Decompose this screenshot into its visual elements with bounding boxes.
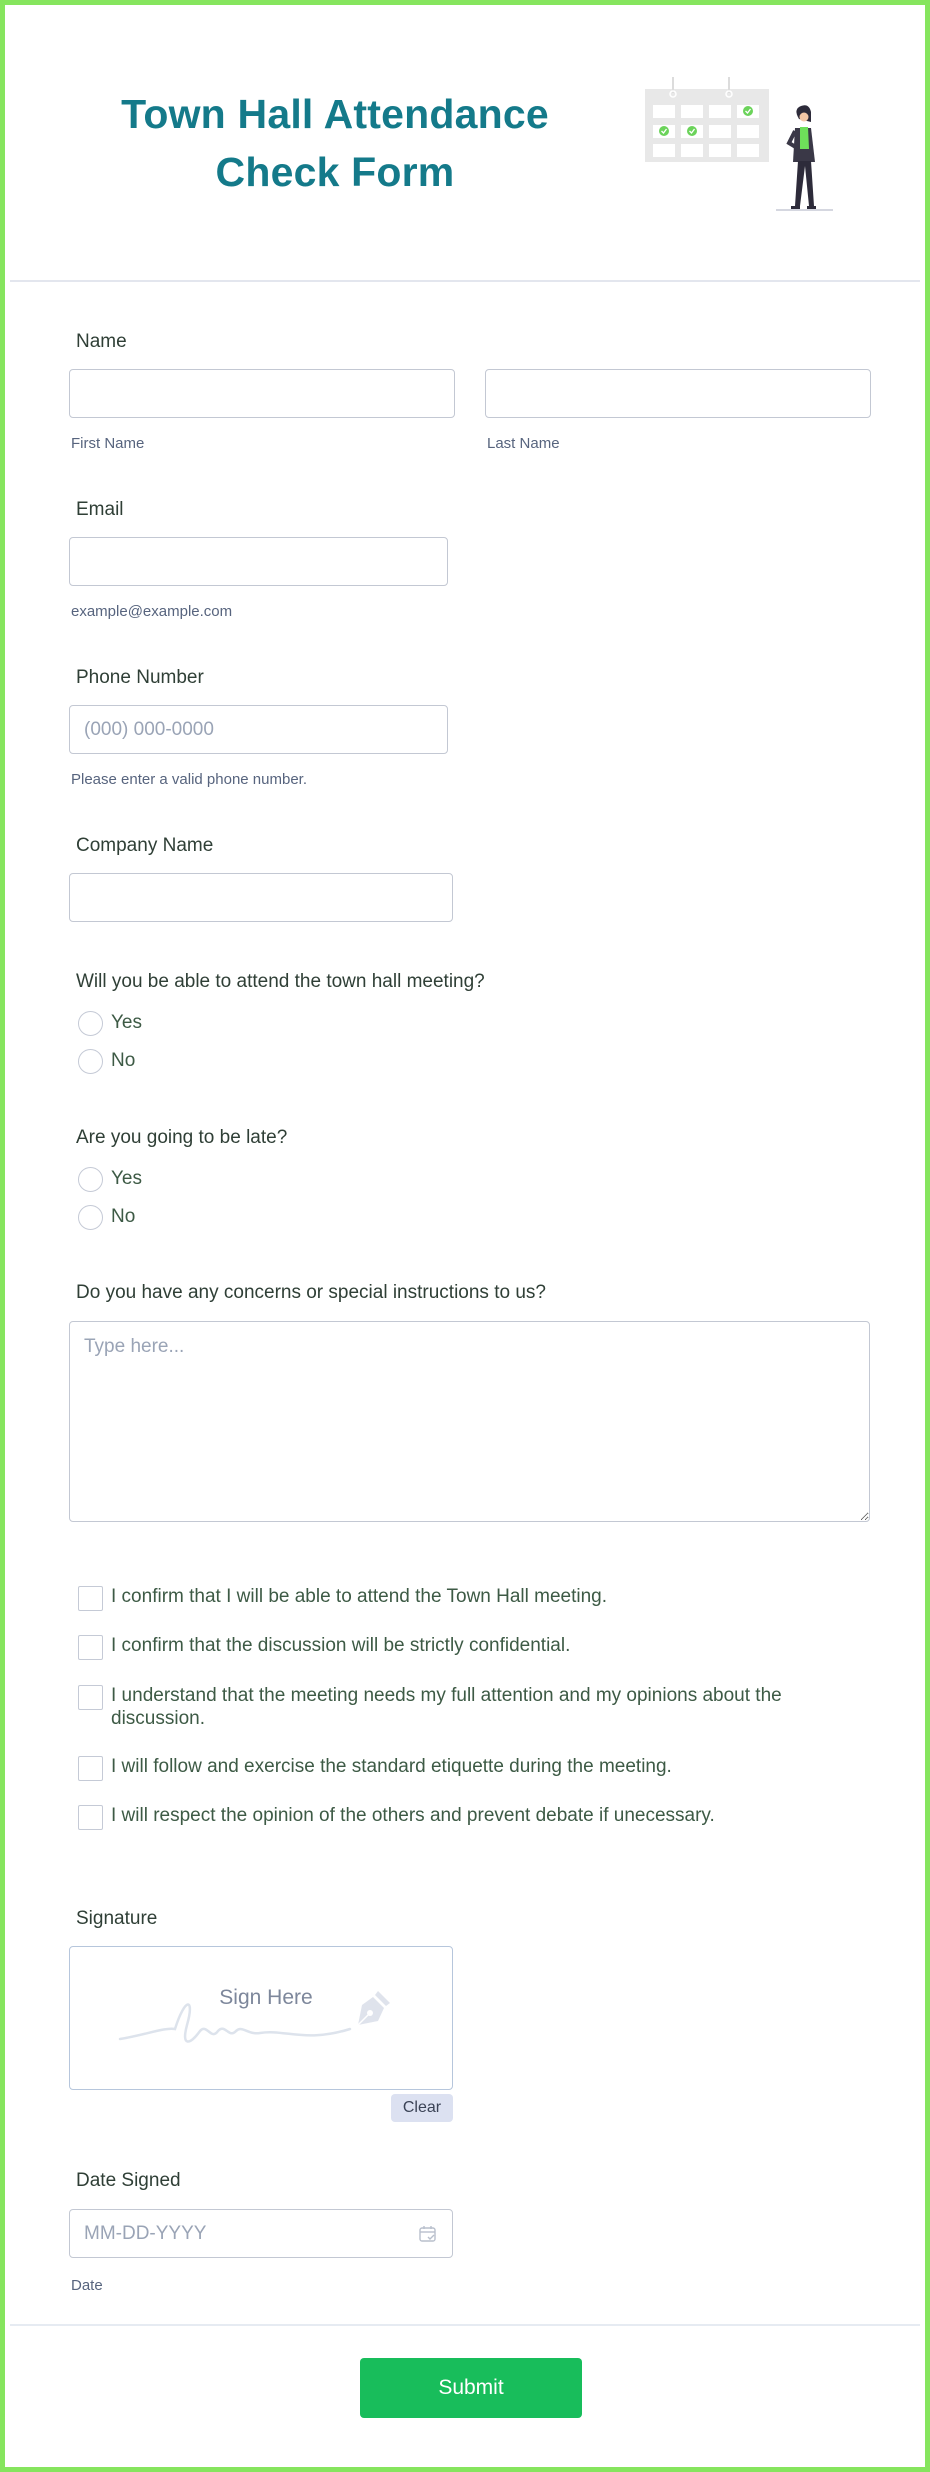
last-name-sublabel: Last Name [487,435,560,452]
radio-button[interactable] [78,1205,103,1230]
late-question-label: Are you going to be late? [76,1127,288,1148]
checkbox-label: I confirm that the discussion will be strictly confidential. [111,1635,571,1656]
signature-label: Signature [76,1908,158,1929]
radio-button[interactable] [78,1011,103,1036]
signature-pad[interactable] [69,1946,453,2090]
checkbox[interactable] [78,1685,103,1710]
name-label: Name [76,331,127,352]
confirmation-item[interactable] [78,1634,851,1660]
checkbox[interactable] [78,1586,103,1611]
confirmation-item[interactable] [78,1684,851,1730]
confirmation-item[interactable] [78,1585,851,1611]
late-option-no[interactable] [78,1204,135,1230]
email-input[interactable] [69,537,448,586]
first-name-input[interactable] [69,369,455,418]
checkbox-label: I confirm that I will be able to attend the Town Hall meeting. [111,1586,608,1607]
late-option-yes[interactable] [78,1166,142,1192]
calendar-person-illustration [641,73,841,223]
concerns-textarea[interactable] [69,1321,870,1522]
first-name-sublabel: First Name [71,435,145,452]
clear-signature-button[interactable]: Clear [391,2094,453,2122]
radio-label: No [111,1050,136,1071]
last-name-input[interactable] [485,369,871,418]
radio-label: Yes [111,1012,142,1033]
company-label: Company Name [76,835,214,856]
checkbox[interactable] [78,1805,103,1830]
checkbox-label: I will respect the opinion of the others and prevent debate if unecessary. [111,1805,715,1826]
checkbox-label: I understand that the meeting needs my full attention and my opinions about the discussion. [111,1685,782,1729]
radio-label: No [111,1206,136,1227]
phone-sublabel: Please enter a valid phone number. [71,771,307,788]
confirmation-item[interactable] [78,1755,851,1781]
radio-label: Yes [111,1168,142,1189]
radio-button[interactable] [78,1167,103,1192]
date-signed-label: Date Signed [76,2170,181,2191]
form-title [105,85,565,201]
form-title-line2: Check Form [215,149,455,195]
date-signed-input[interactable] [69,2209,453,2258]
checkbox[interactable] [78,1635,103,1660]
radio-button[interactable] [78,1049,103,1074]
header-divider [10,280,920,282]
checkbox[interactable] [78,1756,103,1781]
attend-option-no[interactable] [78,1048,135,1074]
email-sublabel: example@example.com [71,603,233,620]
attend-question-label: Will you be able to attend the town hall meeting? [76,971,485,992]
phone-input[interactable] [69,705,448,754]
submit-button[interactable]: Submit [360,2358,582,2418]
company-input[interactable] [69,873,453,922]
footer-divider [10,2324,920,2326]
email-label: Email [76,499,124,520]
pen-nib-icon [352,1989,392,2029]
attend-option-yes[interactable] [78,1010,142,1036]
checkbox-label: I will follow and exercise the standard etiquette during the meeting. [111,1756,672,1777]
form-title-line1: Town Hall Attendance [121,91,549,137]
calendar-icon[interactable] [418,2224,438,2244]
phone-label: Phone Number [76,667,204,688]
concerns-label: Do you have any concerns or special instructions to us? [76,1282,546,1303]
confirmation-item[interactable] [78,1804,851,1830]
date-sublabel: Date [71,2277,103,2294]
signature-placeholder: Sign Here [219,1986,313,2009]
